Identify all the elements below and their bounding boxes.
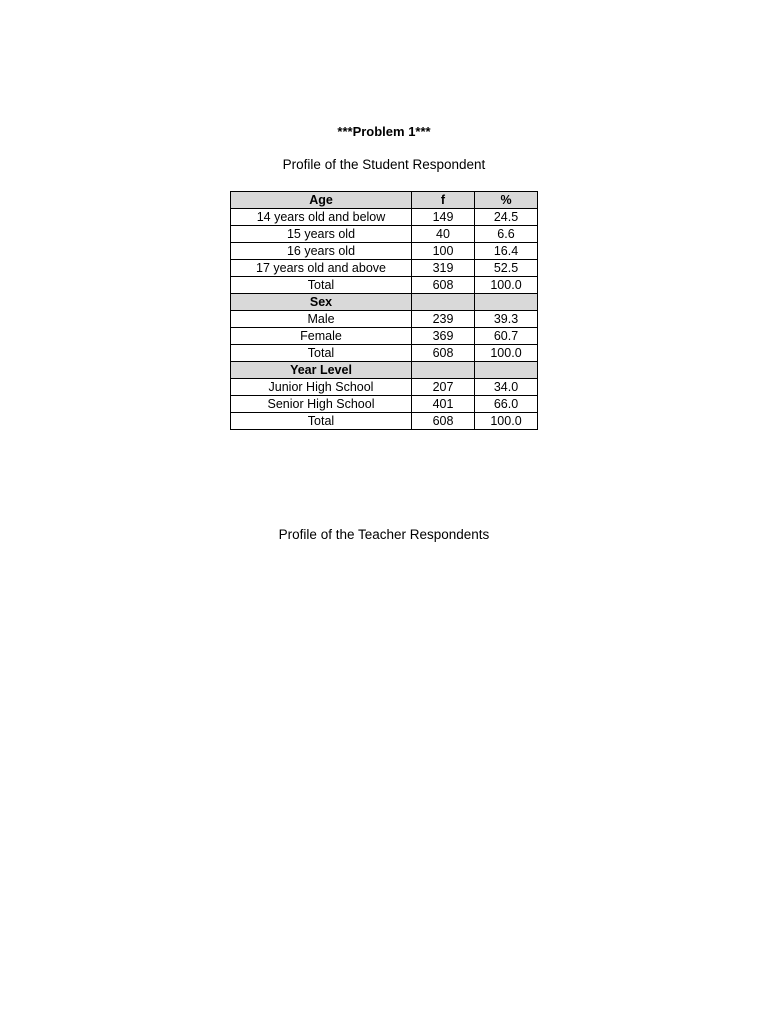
row-percent: 60.7 <box>475 328 538 345</box>
row-frequency: 100 <box>412 243 475 260</box>
row-label: 17 years old and above <box>231 260 412 277</box>
section-header-sex <box>231 294 538 311</box>
student-profile-table <box>230 191 538 430</box>
row-label: Total <box>231 413 412 430</box>
row-frequency: 608 <box>412 277 475 294</box>
row-label: 16 years old <box>231 243 412 260</box>
row-percent: 52.5 <box>475 260 538 277</box>
row-label: Female <box>231 328 412 345</box>
row-percent: 24.5 <box>475 209 538 226</box>
section-blank-cell <box>475 362 538 379</box>
section-blank-cell <box>412 362 475 379</box>
row-label: Senior High School <box>231 396 412 413</box>
table-row <box>231 209 538 226</box>
column-header-percent: % <box>475 192 538 209</box>
row-frequency: 608 <box>412 345 475 362</box>
table-row-total <box>231 345 538 362</box>
section-header-age <box>231 192 538 209</box>
row-frequency: 401 <box>412 396 475 413</box>
row-frequency: 369 <box>412 328 475 345</box>
row-frequency: 149 <box>412 209 475 226</box>
section-header-year-level <box>231 362 538 379</box>
row-frequency: 608 <box>412 413 475 430</box>
row-label: Total <box>231 345 412 362</box>
row-frequency: 40 <box>412 226 475 243</box>
section-blank-cell <box>475 294 538 311</box>
table-row <box>231 396 538 413</box>
row-label: 15 years old <box>231 226 412 243</box>
student-table-caption: Profile of the Student Respondent <box>282 157 486 172</box>
problem-heading: ***Problem 1*** <box>337 124 431 139</box>
row-frequency: 207 <box>412 379 475 396</box>
row-percent: 100.0 <box>475 277 538 294</box>
table-row <box>231 243 538 260</box>
row-frequency: 239 <box>412 311 475 328</box>
row-percent: 100.0 <box>475 345 538 362</box>
row-percent: 34.0 <box>475 379 538 396</box>
teacher-table-caption: Profile of the Teacher Respondents <box>278 527 490 542</box>
table-row-total <box>231 413 538 430</box>
section-title: Sex <box>231 294 412 311</box>
table-row <box>231 226 538 243</box>
row-percent: 100.0 <box>475 413 538 430</box>
table-row <box>231 379 538 396</box>
row-label: Male <box>231 311 412 328</box>
table-row <box>231 328 538 345</box>
table-row-total <box>231 277 538 294</box>
row-frequency: 319 <box>412 260 475 277</box>
row-label: Junior High School <box>231 379 412 396</box>
row-percent: 6.6 <box>475 226 538 243</box>
row-percent: 66.0 <box>475 396 538 413</box>
row-label: Total <box>231 277 412 294</box>
column-header-f: f <box>412 192 475 209</box>
section-title: Year Level <box>231 362 412 379</box>
section-blank-cell <box>412 294 475 311</box>
row-percent: 16.4 <box>475 243 538 260</box>
row-percent: 39.3 <box>475 311 538 328</box>
row-label: 14 years old and below <box>231 209 412 226</box>
column-header-category: Age <box>231 192 412 209</box>
table-row <box>231 260 538 277</box>
table-row <box>231 311 538 328</box>
